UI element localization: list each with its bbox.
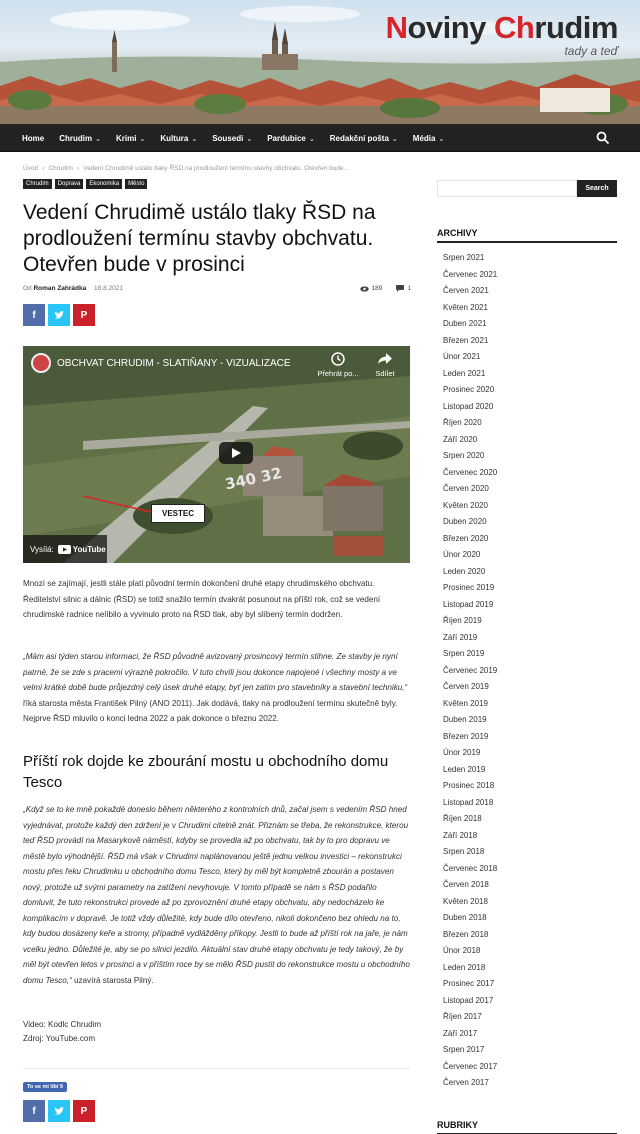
- article-paragraph-2: [23, 649, 410, 727]
- archive-link[interactable]: Říjen 2017: [443, 1012, 482, 1021]
- archive-link[interactable]: Říjen 2020: [443, 418, 482, 427]
- nav-item-2[interactable]: [116, 134, 145, 143]
- share-twitter-button[interactable]: [48, 304, 70, 326]
- archive-link[interactable]: Červen 2019: [443, 682, 489, 691]
- archive-link[interactable]: Leden 2019: [443, 764, 486, 774]
- archive-link[interactable]: Září 2017: [443, 1028, 478, 1038]
- archive-link[interactable]: Srpen 2020: [443, 451, 485, 460]
- watch-on-youtube[interactable]: [23, 535, 107, 563]
- youtube-wordmark: YouTube: [72, 544, 106, 554]
- chevron-down-icon: ⌄: [139, 135, 146, 143]
- archive-list: [443, 250, 497, 1092]
- logo-part2-red: Ch: [494, 10, 535, 45]
- archive-link[interactable]: Únor 2019: [443, 748, 481, 757]
- logo-part1-dark: oviny: [407, 10, 495, 45]
- tag-chrudim[interactable]: Chrudim: [23, 179, 52, 189]
- archive-link[interactable]: Květen 2018: [443, 896, 488, 906]
- youtube-video-player[interactable]: [23, 346, 410, 563]
- nav-item-5[interactable]: [267, 134, 315, 143]
- nav-item-6[interactable]: [330, 134, 398, 143]
- archive-link[interactable]: Září 2018: [443, 830, 478, 840]
- archive-link[interactable]: Duben 2019: [443, 715, 487, 724]
- archive-link[interactable]: Prosinec 2020: [443, 385, 495, 394]
- archive-link[interactable]: Květen 2021: [443, 302, 488, 312]
- view-count: [360, 285, 383, 292]
- clock-icon: [331, 352, 345, 366]
- by-label: Od: [23, 285, 32, 292]
- comment-count-value: 1: [407, 285, 411, 292]
- nav-item-label: Redakční pošta: [329, 133, 389, 143]
- chevron-down-icon: ⌄: [308, 135, 315, 143]
- header-banner: [0, 0, 640, 124]
- archive-link[interactable]: Duben 2021: [443, 319, 487, 328]
- chevron-down-icon: ⌄: [95, 135, 101, 143]
- facebook-like-button[interactable]: To se mi líbí 9: [23, 1082, 67, 1092]
- archive-link[interactable]: Březen 2019: [443, 731, 489, 741]
- twitter-icon: [54, 1107, 64, 1116]
- share-bar-bottom: [23, 1100, 98, 1122]
- watch-later-label: Přehrát po...: [317, 369, 359, 378]
- nav-item-0[interactable]: [22, 134, 44, 143]
- rubriky-heading-text: RUBRIKY: [437, 1120, 479, 1130]
- tag-doprava[interactable]: Doprava: [55, 179, 84, 189]
- archive-link[interactable]: Květen 2020: [443, 500, 488, 510]
- chevron-right-icon: ›: [76, 165, 80, 172]
- comment-count[interactable]: [396, 285, 411, 292]
- nav-item-label: Home: [22, 133, 45, 143]
- play-button[interactable]: [219, 442, 253, 464]
- archive-link[interactable]: Listopad 2019: [443, 599, 494, 609]
- breadcrumb-current: Vedení Chrudimě ustálo tlaky ŘSD na prodloužení termínu stavby obchvatu. Otevřen bude...: [83, 165, 350, 172]
- village-sign: VESTEC: [151, 504, 205, 523]
- category-tags: [23, 179, 150, 189]
- article-title: Vedení Chrudimě ustálo tlaky ŘSD na prodloužení termínu stavby obchvatu. Otevřen bude v prosinci: [23, 201, 376, 276]
- archive-link[interactable]: Květen 2019: [443, 698, 488, 708]
- site-logo[interactable]: [386, 12, 618, 58]
- quote-2: „Když se to ke mně pokaždé doneslo během některého z kontrolních dnů, začal jsem s vedením ŘSD hned vyjednávat, protože každý den zdržení je v Chrudimi citelně znát. Přiznám se třeba, že rekonstrukce, kterou teď ŘSD provádí na Masarykově náměstí, kdyby se provedla až po obchvatu, tak by to pro dopravu ve městě bylo výhodnější. ŘSD má však v Chrudimi naplánovanou ještě jednu velkou investici – rekonstrukci mostu přes řeku Chrudimku u obchodního domu Tesco, který by měl být kompletně zbourán a postaven nový, protože už svými parametry na zatížení nevyhovuje. V tomto případě se nám s ŘSD podařilo domluvit, že tuto rekonstrukci provede až po zprovoznění druhé etapy obchvatu, aby nedocházelo ke komplikacím v dopravě. Je totiž vždy důležité, kdy bude dílo otevřeno, nikoli dokončeno bez ohledu na to, kdy budou dosázeny keře a stromy, případně vydlážděny příkopy. Jestli to bude až příští rok na jaře, je nám vcelku jedno. Důležité je, aby se po silnici jezdilo. Aktuální stav druhé etapy obchvatu je tedy takový, že by měl být otevřen letos v prosinci a v příštím roce by se mělo ŘSD pustit do rekonstrukce mostu u obchodního domu Tesco,“: [23, 805, 410, 985]
- nav-item-label: Krimi: [116, 133, 137, 143]
- archive-link[interactable]: Březen 2018: [443, 929, 489, 939]
- archive-link[interactable]: Prosinec 2017: [443, 979, 495, 988]
- archive-link[interactable]: Duben 2018: [443, 913, 487, 922]
- share-arrow-icon: [378, 353, 392, 365]
- sidebar-search-button[interactable]: Search: [577, 180, 617, 197]
- video-title[interactable]: OBCHVAT CHRUDIM - SLATIŇANY - VIZUALIZACE: [57, 358, 291, 369]
- archive-link[interactable]: Září 2020: [443, 434, 478, 444]
- nav-item-1[interactable]: [59, 134, 101, 143]
- archive-link[interactable]: Únor 2020: [443, 550, 481, 559]
- breadcrumb: [23, 165, 349, 172]
- archive-link[interactable]: Červenec 2020: [443, 467, 498, 477]
- nav-item-label: Kultura: [160, 133, 189, 143]
- tag-mesto[interactable]: Město: [125, 179, 147, 189]
- search-icon[interactable]: [596, 131, 610, 145]
- watch-on-label: Vysílá:: [30, 544, 54, 554]
- nav-item-label: Média: [412, 133, 436, 143]
- video-share-label: Sdílet: [375, 369, 395, 378]
- chevron-down-icon: ⌄: [246, 135, 253, 143]
- publish-date: 18.8.2021: [94, 285, 123, 292]
- archive-link[interactable]: Červen 2021: [443, 286, 489, 295]
- tag-ekonomika[interactable]: Ekonomika: [86, 179, 122, 189]
- archive-heading: [437, 228, 617, 243]
- archive-link[interactable]: Srpen 2019: [443, 649, 485, 658]
- twitter-icon: [54, 311, 64, 320]
- quote-1: „Mám asi týden starou informaci, že ŘSD původně avizovaný prosincový termín stihne. Ze stavby je nyní patrné, že se zde s pracemi výrazně pokročilo. V tuto chvíli jsou dokonce napojené i všechny mosty a ve velmi krátké době bude průjezdný celý úsek druhé etapy, byť jen zatím pro stavebníky a stavební techniku,“: [23, 652, 408, 692]
- archive-link[interactable]: Leden 2018: [443, 962, 486, 972]
- share-facebook-button[interactable]: [23, 304, 45, 326]
- archive-link[interactable]: Červenec 2021: [443, 269, 498, 279]
- archive-link[interactable]: Listopad 2017: [443, 995, 494, 1005]
- archive-link[interactable]: Listopad 2020: [443, 401, 494, 411]
- channel-avatar[interactable]: [31, 353, 51, 373]
- source-credit: Zdroj: YouTube.com: [23, 1034, 96, 1043]
- view-count-value: 189: [371, 285, 383, 292]
- article-subheading: Příští rok dojde ke zbourání mostu u obchodního domu Tesco: [23, 753, 389, 791]
- archive-link[interactable]: Červen 2017: [443, 1078, 489, 1087]
- youtube-logo: [58, 545, 106, 554]
- video-share-button[interactable]: [367, 352, 403, 382]
- archive-link[interactable]: Prosinec 2019: [443, 583, 495, 592]
- archive-link[interactable]: Červenec 2018: [443, 863, 498, 873]
- nav-item-label: Sousedi: [212, 133, 244, 143]
- archive-link[interactable]: Srpen 2017: [443, 1045, 485, 1054]
- pinterest-icon: P: [80, 309, 88, 321]
- author-link[interactable]: Roman Zahrádka: [33, 285, 87, 292]
- archive-link[interactable]: Březen 2020: [443, 533, 489, 543]
- archive-link[interactable]: Srpen 2021: [443, 253, 485, 262]
- archive-link[interactable]: Srpen 2018: [443, 847, 485, 856]
- archive-link[interactable]: Září 2019: [443, 632, 478, 642]
- eye-icon: [360, 286, 369, 292]
- archive-heading-text: ARCHIVY: [437, 228, 478, 238]
- nav-item-7[interactable]: [413, 134, 445, 143]
- breadcrumb-category[interactable]: Chrudim: [48, 165, 73, 172]
- nav-item-label: Pardubice: [267, 133, 306, 143]
- sidebar-search-input[interactable]: [437, 180, 577, 197]
- chevron-down-icon: ⌄: [438, 135, 445, 143]
- road-label: 340 32: [223, 463, 284, 494]
- video-credit: Video: Kodlc Chrudim: [23, 1020, 102, 1029]
- archive-link[interactable]: Únor 2018: [443, 946, 481, 955]
- nav-item-3[interactable]: [160, 134, 197, 143]
- archive-link[interactable]: Listopad 2018: [443, 797, 494, 807]
- pinterest-icon: P: [80, 1105, 88, 1117]
- archive-link[interactable]: Únor 2021: [443, 352, 481, 361]
- share-pinterest-button-bottom[interactable]: [73, 1100, 95, 1122]
- main-nav: [0, 124, 640, 152]
- nav-items: [22, 124, 459, 152]
- archive-link[interactable]: Duben 2020: [443, 517, 487, 526]
- divider: [23, 1068, 410, 1069]
- rubriky-heading: [437, 1120, 617, 1134]
- archive-link[interactable]: Říjen 2018: [443, 814, 482, 823]
- chevron-right-icon: ›: [42, 165, 45, 172]
- watch-later-button[interactable]: [313, 352, 363, 382]
- quote-2-attribution: uzavírá starosta Pilný.: [71, 975, 154, 985]
- archive-link[interactable]: Červenec 2019: [443, 665, 498, 675]
- share-pinterest-button[interactable]: [73, 304, 95, 326]
- archive-link[interactable]: Říjen 2019: [443, 616, 482, 625]
- share-facebook-button-bottom[interactable]: [23, 1100, 45, 1122]
- comment-icon: [396, 285, 404, 292]
- facebook-icon: f: [32, 309, 36, 321]
- quote-1-attribution: říká starosta města František Pilný (ANO 2011). Jak dodává, tlaky na prodloužení termínu skutečně byly. Nejprve ŘSD mluvilo o konci ledna 2022 a pak dokonce o březnu 2022.: [23, 698, 398, 723]
- nav-item-4[interactable]: [212, 134, 252, 143]
- chevron-down-icon: ⌄: [391, 135, 398, 143]
- archive-link[interactable]: Červen 2018: [443, 880, 489, 889]
- article-paragraph-1: Mnozí se zajímají, jestli stále platí původní termín dokončení druhé etapy chrudimského obchvatu. Ředitelství silnic a dálnic (ŘSD) se totiž snažilo termín dvakrát posunout na příští rok, což se vedení chrudimské radnice nelíbilo a vyvinulo proto na ŘSD tlak, aby byl slíbený termín dodržen.: [23, 579, 381, 619]
- logo-part1-red: N: [385, 10, 408, 45]
- archive-link[interactable]: Leden 2020: [443, 566, 486, 576]
- article-meta: [23, 285, 411, 292]
- archive-link[interactable]: Březen 2021: [443, 335, 489, 345]
- archive-link[interactable]: Prosinec 2018: [443, 781, 495, 790]
- youtube-icon: [58, 545, 71, 554]
- facebook-icon: f: [32, 1105, 36, 1117]
- article-paragraph-3: [23, 802, 410, 988]
- nav-item-label: Chrudim: [59, 133, 93, 143]
- chevron-down-icon: ⌄: [191, 135, 198, 143]
- archive-link[interactable]: Červen 2020: [443, 484, 489, 493]
- archive-link[interactable]: Leden 2021: [443, 368, 486, 378]
- breadcrumb-home[interactable]: Úvod: [23, 165, 39, 172]
- site-tagline: tady a teď: [564, 44, 618, 58]
- logo-part2-dark: rudim: [534, 10, 618, 45]
- archive-link[interactable]: Červenec 2017: [443, 1061, 498, 1071]
- share-bar-top: [23, 304, 98, 326]
- share-twitter-button-bottom[interactable]: [48, 1100, 70, 1122]
